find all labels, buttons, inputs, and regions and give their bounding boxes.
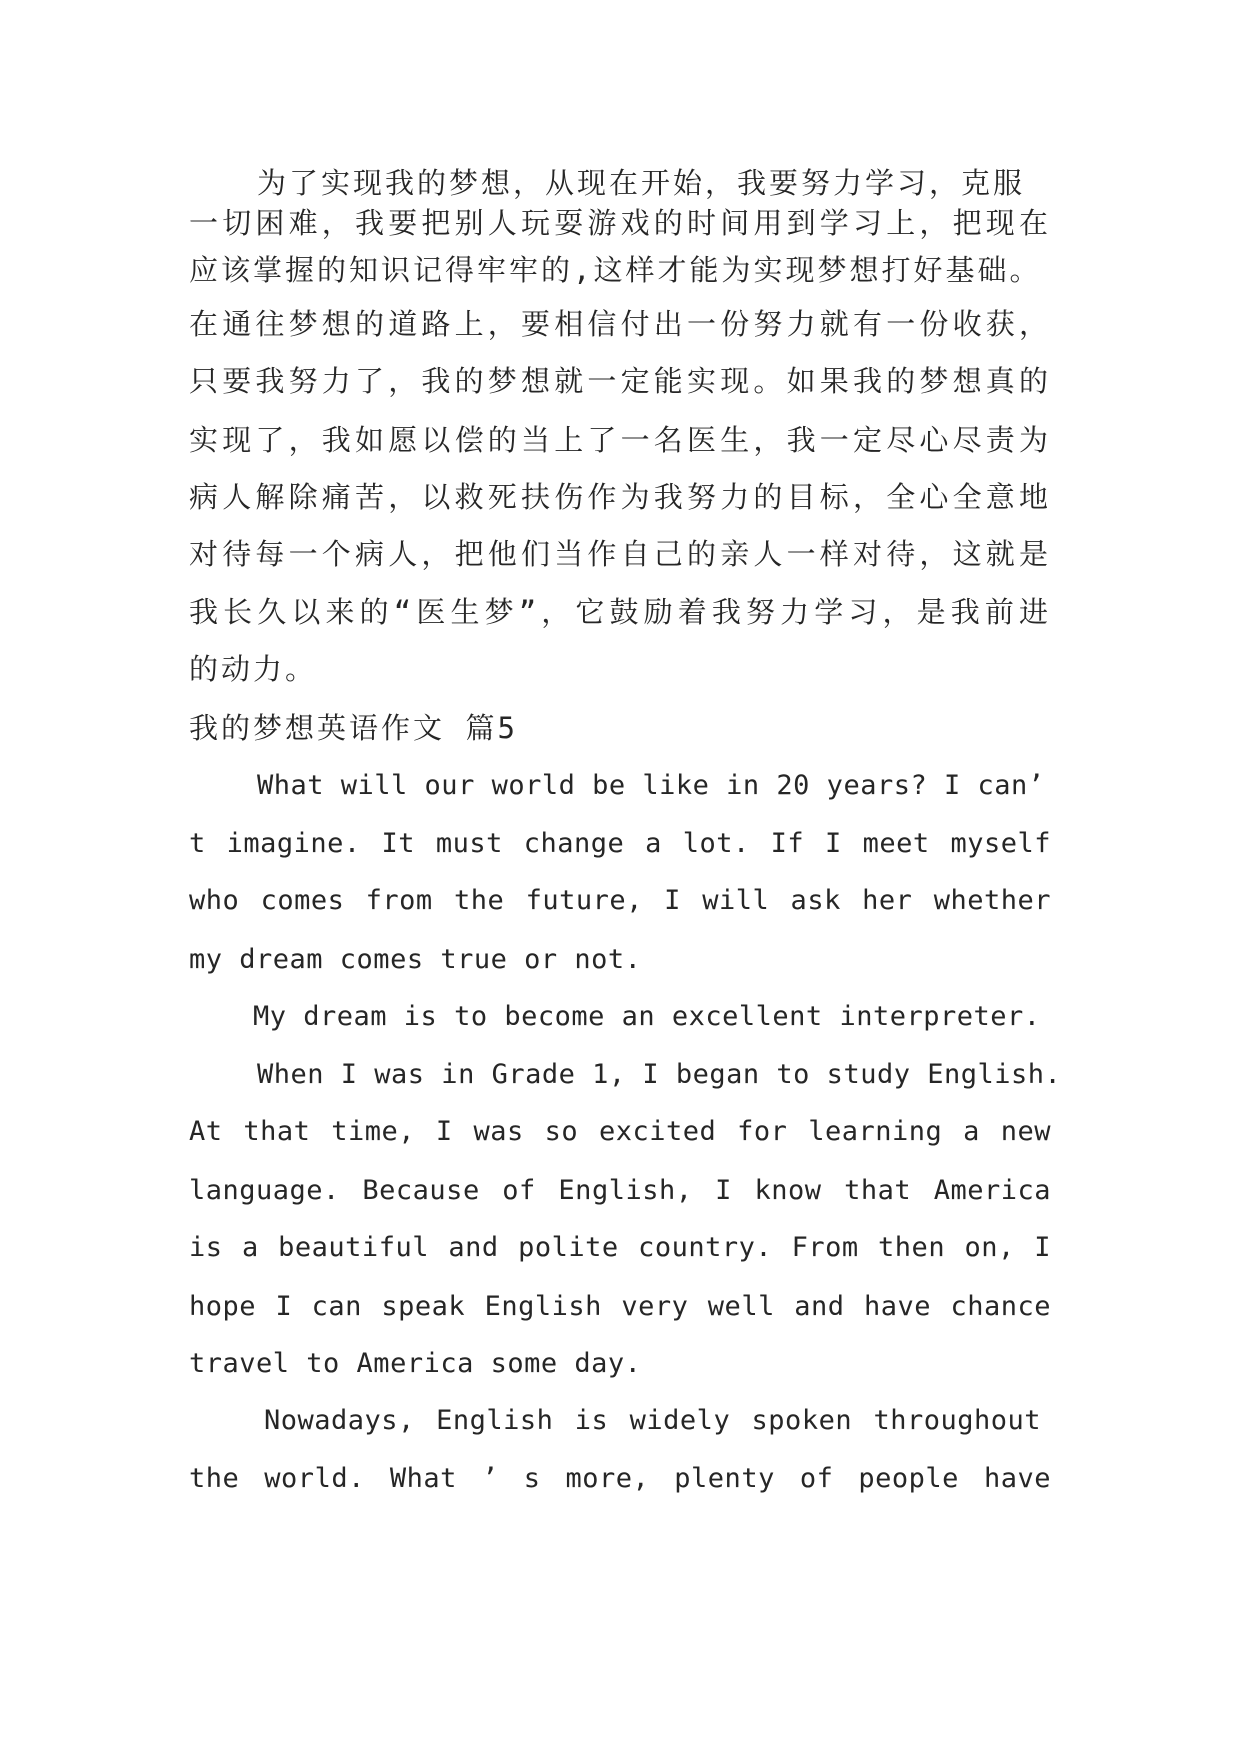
paragraph-line: 为了实现我的梦想，从现在开始，我要努力学习，克服 [257,166,1026,200]
paragraph-line: 应该掌握的知识记得牢牢的,这样才能为实现梦想打好基础。 [189,253,1042,287]
section-heading: 我的梦想英语作文 篇5 [189,711,518,745]
paragraph-line: t imagine. It must change a lot. If I meet myself [189,828,1051,859]
paragraph-line: What will our world be like in 20 years? I can’ [257,770,1045,801]
paragraph-line: At that time, I was so excited for learning a new [189,1116,1051,1147]
paragraph-line: 只要我努力了，我的梦想就一定能实现。如果我的梦想真的 [189,364,1051,398]
paragraph-line: hope I can speak English very well and have chance [189,1291,1051,1322]
paragraph-line: language. Because of English, I know that America [189,1175,1051,1206]
paragraph-line: who comes from the future, I will ask her whether [189,885,1051,916]
paragraph-line: 在通往梦想的道路上，要相信付出一份努力就有一份收获， [189,307,1051,341]
paragraph-line: My dream is to become an excellent interpreter. [253,1001,1041,1032]
paragraph-line: travel to America some day. [189,1348,642,1379]
paragraph-line: When I was in Grade 1, I began to study English. [257,1059,1062,1090]
paragraph-line: my dream comes true or not. [189,944,642,975]
paragraph-line: 我长久以来的“医生梦”，它鼓励着我努力学习，是我前进 [189,595,1051,629]
paragraph-line: 对待每一个病人，把他们当作自己的亲人一样对待，这就是 [189,537,1051,571]
paragraph-line: the world. What ’ s more, plenty of people have [189,1463,1051,1494]
paragraph-line: 实现了，我如愿以偿的当上了一名医生，我一定尽心尽责为 [189,423,1051,457]
paragraph-line: 一切困难，我要把别人玩耍游戏的时间用到学习上，把现在 [189,206,1051,240]
paragraph-line: Nowadays, English is widely spoken throughout [264,1405,1041,1436]
paragraph-line: 的动力。 [189,652,318,686]
paragraph-line: 病人解除痛苦，以救死扶伤作为我努力的目标，全心全意地 [189,480,1051,514]
paragraph-line: is a beautiful and polite country. From then on, I [189,1232,1051,1263]
